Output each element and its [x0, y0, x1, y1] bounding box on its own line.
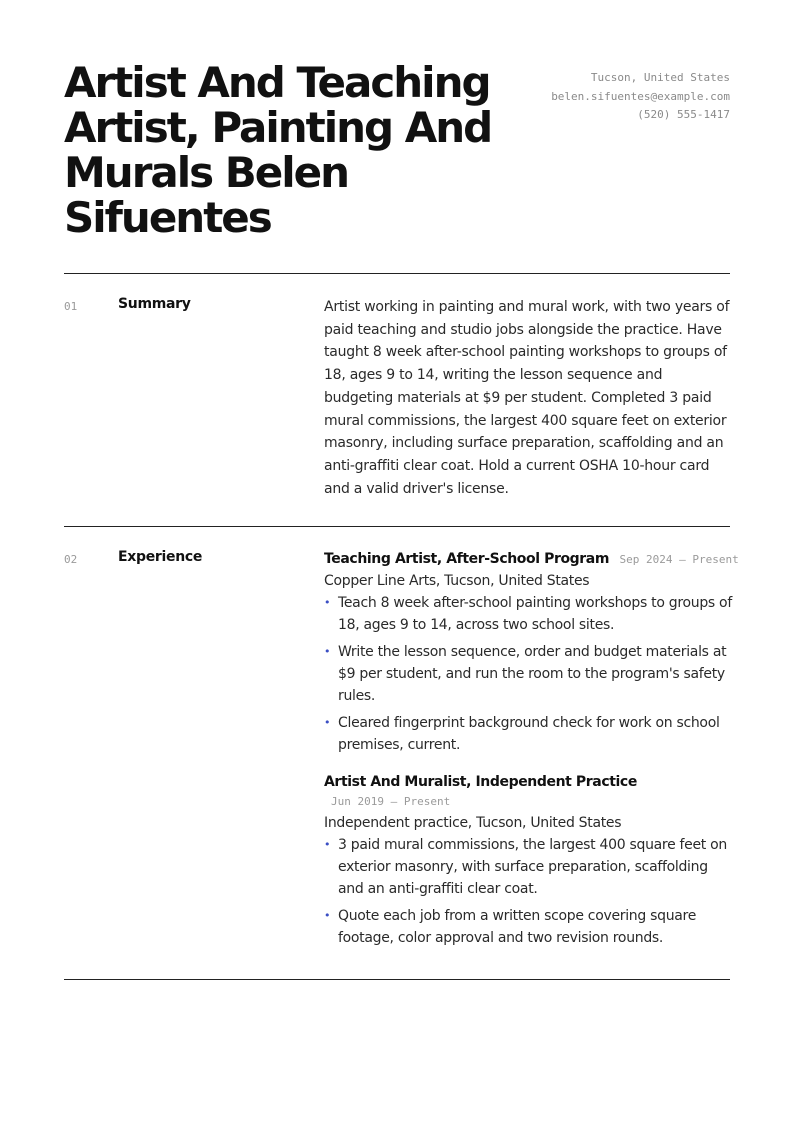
experience-divider: [64, 979, 730, 980]
bullet-dot-icon: •: [324, 645, 331, 658]
bullet-text: Cleared fingerprint background check for work on school premises, current.: [338, 715, 720, 753]
summary-body: [324, 296, 732, 500]
experience-body: [324, 549, 739, 965]
candidate-name: Artist And Teaching Artist, Painting And Murals Belen Sifuentes: [64, 58, 492, 242]
job-title: Teaching Artist, After-School Program: [324, 551, 610, 567]
contact-phone[interactable]: (520) 555-1417: [637, 108, 730, 121]
bullet-item: [324, 834, 732, 900]
resume-page: [64, 58, 739, 946]
contact-email[interactable]: belen.sifuentes@example.com: [551, 89, 730, 103]
job-entry: [324, 549, 739, 756]
section-number: 01: [64, 300, 78, 313]
job-title: Artist And Muralist, Independent Practice: [324, 774, 637, 790]
job-organization: Copper Line Arts, Tucson, United States: [324, 573, 590, 589]
job-organization: Independent practice, Tucson, United States: [324, 815, 622, 831]
resume-header: [64, 60, 730, 258]
job-bullets: [324, 834, 732, 949]
bullet-item: [324, 641, 732, 707]
bullet-dot-icon: •: [324, 909, 331, 922]
job-entry: [324, 772, 732, 949]
header-divider: [64, 273, 730, 274]
bullet-item: [324, 712, 732, 756]
bullet-text: Write the lesson sequence, order and budget materials at $9 per student, and run the room to the program's safety rules.: [338, 644, 727, 704]
job-dates: Sep 2024 — Present: [619, 553, 739, 566]
job-header: [324, 772, 732, 792]
job-header: [324, 549, 739, 570]
bullet-item: [324, 905, 732, 949]
job-bullets: [324, 592, 732, 756]
contact-location: Tucson, United States: [590, 71, 730, 84]
summary-divider: [64, 526, 730, 527]
summary-text: Artist working in painting and mural work, with two years of paid teaching and studio jobs alongside the practice. Have taught 8 week after-school painting workshops to groups of 18, ages 9 to 14, writing the lesson sequence and budgeting materials at $9 per student. Completed 3 paid mural commissions, the largest 400 square feet on exterior masonry, including surface preparation, scaffolding and an anti-graffiti clear coat. Hold a current OSHA 10-hour card and a valid driver's license.: [324, 299, 730, 497]
bullet-text: 3 paid mural commissions, the largest 400 square feet on exterior masonry, with surface preparation, scaffolding and an anti-graffiti clear coat.: [338, 837, 727, 897]
bullet-dot-icon: •: [324, 716, 331, 729]
bullet-dot-icon: •: [324, 838, 331, 851]
bullet-dot-icon: •: [324, 596, 331, 609]
bullet-text: Quote each job from a written scope covering square footage, color approval and two revision rounds.: [338, 908, 697, 946]
section-title-summary: Summary: [118, 296, 191, 312]
section-number: 02: [64, 553, 78, 566]
bullet-item: [324, 592, 732, 636]
job-dates: Jun 2019 — Present: [331, 795, 451, 808]
section-title-experience: Experience: [118, 549, 203, 565]
contact-block: [551, 69, 730, 125]
bullet-text: Teach 8 week after-school painting workshops to groups of 18, ages 9 to 14, across two school sites.: [338, 595, 732, 633]
